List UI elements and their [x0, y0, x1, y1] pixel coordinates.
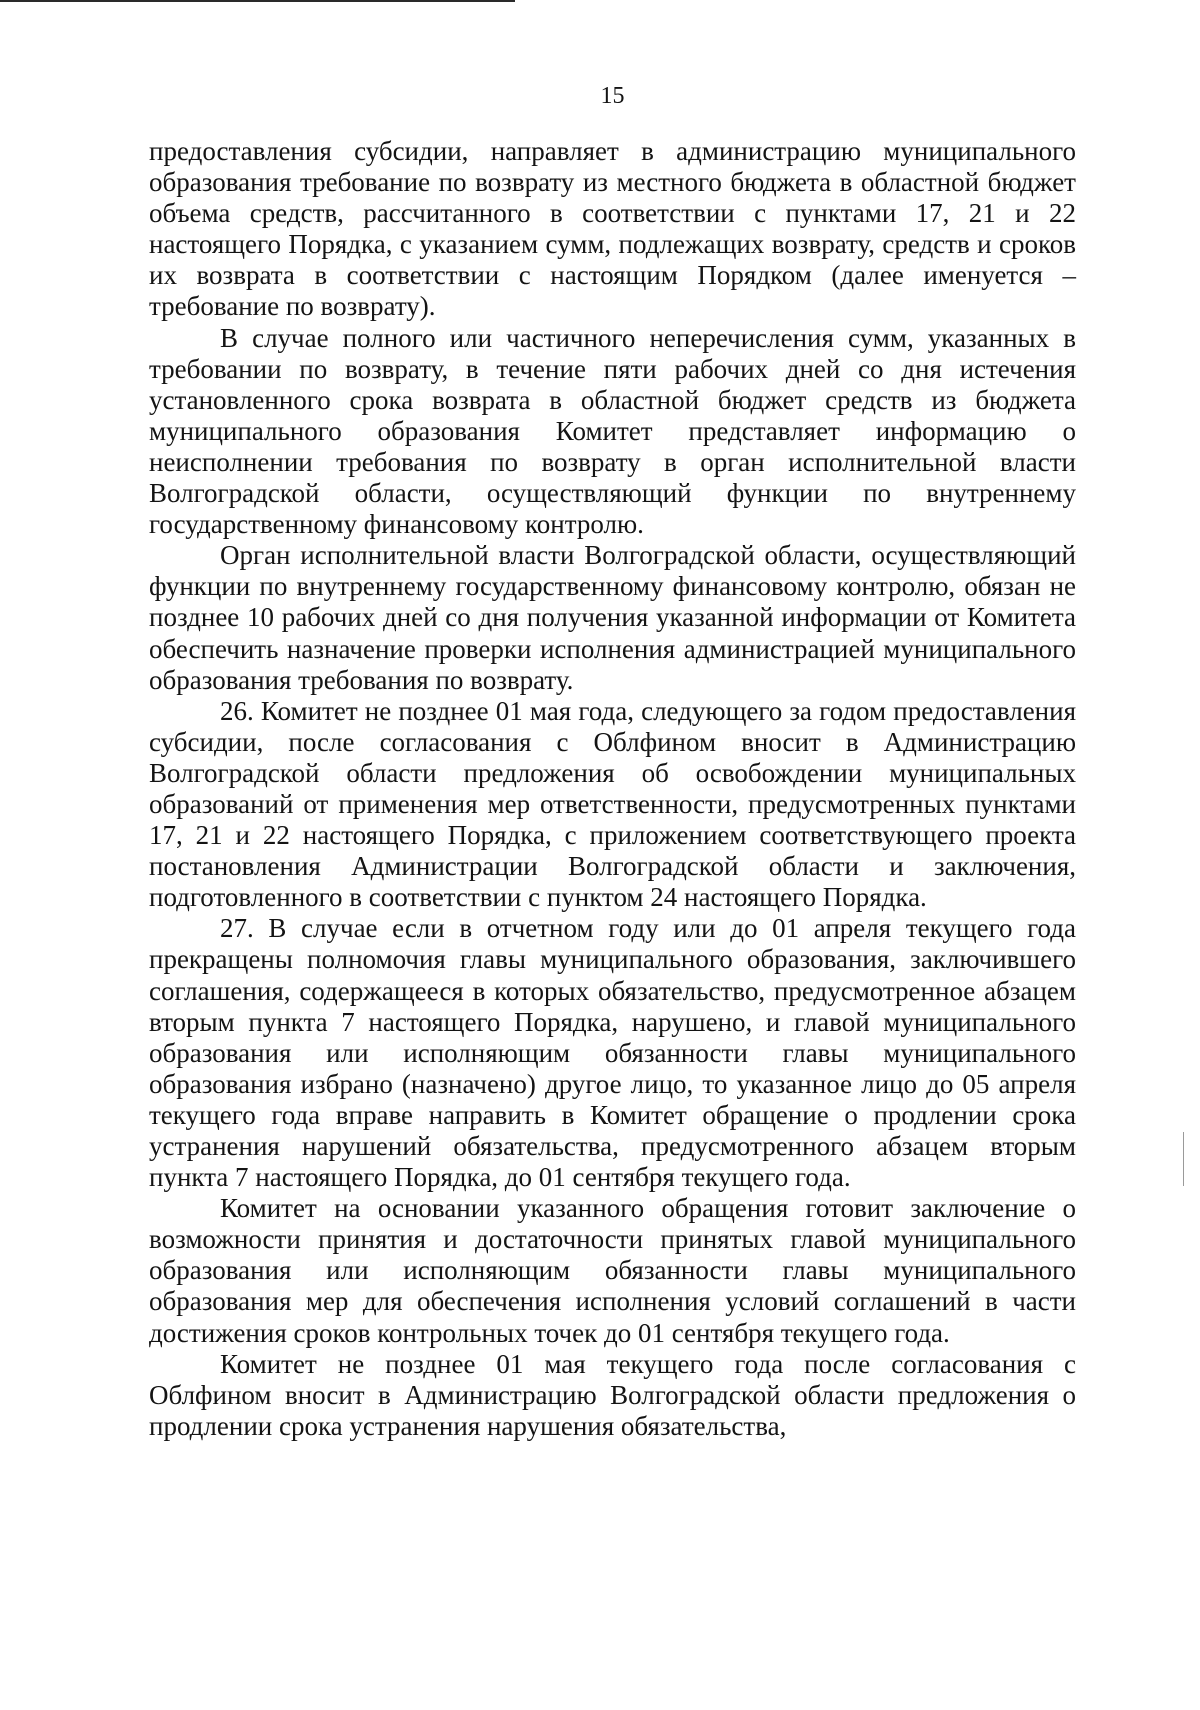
- page-number: 15: [600, 83, 625, 109]
- paragraph-continuation: предоставления субсидии, направляет в администрацию муниципального образования требование по возврату из местного бюджета в областной бюджет объема средств, рассчитанного в соответствии с пунктами 17, 21 и 22 настоящего Порядка, с указанием сумм, подлежащих возврату, средств и сроков их возврата в соответствии с настоящим Порядком (далее именуется – требование по возврату).: [149, 136, 1076, 322]
- scan-margin-mark: [1183, 1132, 1184, 1186]
- paragraph-control-body: Орган исполнительной власти Волгоградской области, осуществляющий функции по внутреннему государственному финансовому контролю, обязан не позднее 10 рабочих дней со дня получения указанной информации от Комитета обеспечить назначение проверки исполнения администрацией муниципального образования требования по возврату.: [149, 540, 1076, 695]
- paragraph-nonpayment: В случае полного или частичного неперечисления сумм, указанных в требовании по возврату, в течение пяти рабочих дней со дня истечения установленного срока возврата в областной бюджет средств из бюджета муниципального образования Комитет представляет информацию о неисполнении требования по возврату в орган исполнительной власти Волгоградской области, осуществляющий функции по внутреннему государственному финансовому контролю.: [149, 322, 1076, 540]
- paragraph-item-27: 27. В случае если в отчетном году или до 01 апреля текущего года прекращены полномочия главы муниципального образования, заключившего соглашения, содержащееся в которых обязательство, предусмотренное абзацем вторым пункта 7 настоящего Порядка, нарушено, и главой муниципального образования или исполняющим обязанности главы муниципального образования избрано (назначено) другое лицо, то указанное лицо до 05 апреля текущего года вправе направить в Комитет обращение о продлении срока устранения нарушений обязательства, предусмотренного абзацем вторым пункта 7 настоящего Порядка, до 01 сентября текущего года.: [149, 913, 1076, 1193]
- paragraph-item-26: 26. Комитет не позднее 01 мая года, следующего за годом предоставления субсидии, после согласования с Облфином вносит в Администрацию Волгоградской области предложения об освобождении муниципальных образований от применения мер ответственности, предусмотренных пунктами 17, 21 и 22 настоящего Порядка, с приложением соответствующего проекта постановления Администрации Волгоградской области и заключения, подготовленного в соответствии с пунктом 24 настоящего Порядка.: [149, 695, 1076, 913]
- scan-top-rule: [0, 0, 515, 2]
- document-body: [149, 136, 1076, 1442]
- paragraph-committee-proposal: Комитет не позднее 01 мая текущего года после согласования с Облфином вносит в Администрацию Волгоградской области предложения о продлении срока устранения нарушения обязательства,: [149, 1348, 1076, 1441]
- paragraph-committee-conclusion: Комитет на основании указанного обращения готовит заключение о возможности принятия и достаточности принятых главой муниципального образования или исполняющим обязанности главы муниципального образования мер для обеспечения исполнения условий соглашений в части достижения сроков контрольных точек до 01 сентября текущего года.: [149, 1193, 1076, 1348]
